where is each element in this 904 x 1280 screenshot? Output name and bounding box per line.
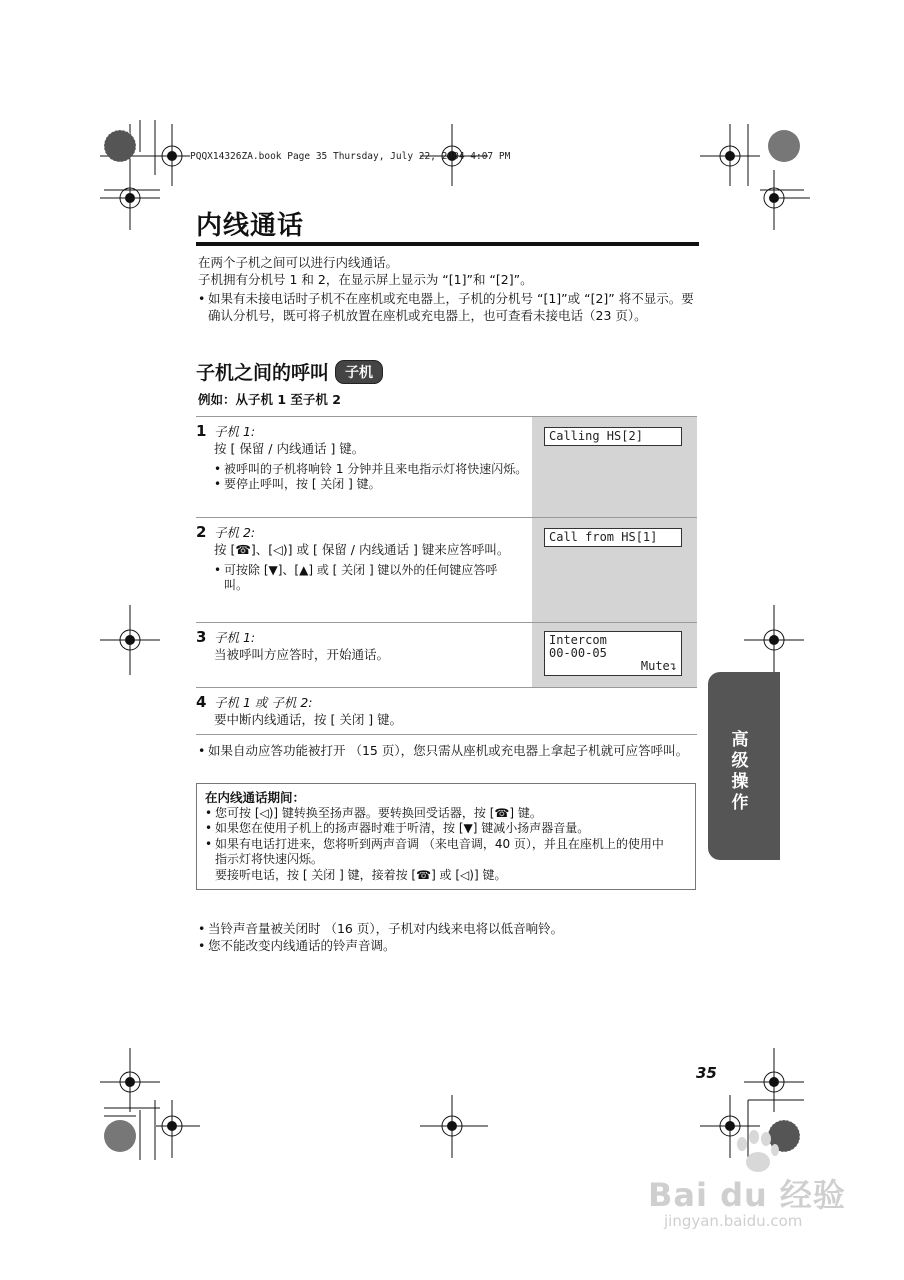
step-3-display-panel bbox=[532, 623, 697, 687]
page-number: 35 bbox=[696, 1064, 717, 1082]
step-2-subnotes bbox=[196, 563, 514, 593]
lcd-line-3: Mute↴ bbox=[640, 659, 677, 673]
during-box-item-1: • 您可按 [◁)] 键转换至扬声器。要转换回受话器，按 [☎] 键。 bbox=[205, 806, 687, 822]
step-1-number: 1 bbox=[196, 422, 207, 440]
footer-note-2: • 您不能改变内线通话的铃声音调。 bbox=[198, 937, 698, 954]
auto-answer-note bbox=[198, 742, 693, 759]
step-1-subnotes bbox=[196, 462, 532, 492]
side-tab-advanced bbox=[708, 672, 780, 860]
step-2-display-panel bbox=[532, 518, 697, 622]
step-2 bbox=[196, 517, 697, 622]
auto-answer-text: • 如果自动应答功能被打开 （15 页），您只需从座机或充电器上拿起子机就可应答呼叫。 bbox=[198, 742, 693, 759]
step-1-display-panel bbox=[532, 417, 697, 517]
step-3-instruction: 当被呼叫方应答时，开始通话。 bbox=[214, 647, 390, 662]
side-tab-label: 高级操作 bbox=[731, 730, 749, 813]
intro-line-1: 在两个子机之间可以进行内线通话。 bbox=[198, 255, 399, 270]
during-box-extra: 要接听电话，按 [ 关闭 ] 键，接着按 [☎] 或 [◁)] 键。 bbox=[215, 867, 507, 882]
step-1 bbox=[196, 416, 697, 517]
section-title bbox=[196, 358, 383, 385]
lcd-line-2: 00-00-05 bbox=[549, 646, 607, 660]
during-box-item-2: • 如果您在使用子机上的扬声器时难于听清，按 [▼] 键减小扬声器音量。 bbox=[205, 821, 687, 837]
step-3-text bbox=[196, 623, 532, 687]
step-3 bbox=[196, 622, 697, 687]
example-line: 例如：从子机 1 至子机 2 bbox=[198, 392, 341, 407]
baidu-paw-icon bbox=[732, 1130, 782, 1174]
step-4-number: 4 bbox=[196, 693, 207, 711]
section-title-text: 子机之间的呼叫 bbox=[196, 362, 330, 384]
footer-notes bbox=[198, 920, 698, 954]
steps-table bbox=[196, 416, 697, 735]
step-1-instruction: 按 [ 保留 / 内线通话 ] 键。 bbox=[214, 441, 365, 456]
footer-note-1: • 当铃声音量被关闭时 （16 页），子机对内线来电将以低音响铃。 bbox=[198, 920, 698, 937]
step-4-who: 子机 1 或 子机 2: bbox=[214, 695, 313, 710]
during-box-item-3: • 如果有电话打进来，您将听到两声音调 （来电音调，40 页），并且在座机上的使用中指示灯将快速闪烁。 bbox=[205, 837, 665, 868]
step-4-instruction: 要中断内线通话，按 [ 关闭 ] 键。 bbox=[214, 712, 403, 727]
step-3-who: 子机 1: bbox=[214, 630, 256, 645]
watermark-logo: Bai du 经验 bbox=[648, 1176, 846, 1214]
step-1-sub-2: • 要停止呼叫，按 [ 关闭 ] 键。 bbox=[214, 477, 532, 492]
step-2-who: 子机 2: bbox=[214, 525, 256, 540]
step-2-text bbox=[196, 518, 532, 622]
step-1-sub-1: • 被呼叫的子机将响铃 1 分钟并且来电指示灯将快速闪烁。 bbox=[214, 462, 532, 477]
during-box-title: 在内线通话期间： bbox=[205, 790, 306, 805]
step-4 bbox=[196, 687, 697, 735]
handset-badge: 子机 bbox=[335, 360, 383, 384]
lcd-line-1: Intercom bbox=[549, 633, 607, 647]
during-intercom-box bbox=[196, 783, 696, 890]
step-3-number: 3 bbox=[196, 628, 207, 646]
step-3-lcd bbox=[544, 631, 682, 676]
step-2-sub-1: • 可按除 [▼]、[▲] 或 [ 关闭 ] 键以外的任何键应答呼叫。 bbox=[214, 563, 514, 593]
intro-line-2: 子机拥有分机号 1 和 2，在显示屏上显示为 “[1]”和 “[2]”。 bbox=[198, 272, 533, 287]
intro-bullet-text: • 如果有未接电话时子机不在座机或充电器上，子机的分机号 “[1]”或 “[2]” 将不显示。要确认分机号，既可将子机放置在座机或充电器上，也可查看未接电话（23 页）。 bbox=[198, 290, 698, 324]
step-1-text bbox=[196, 417, 532, 517]
step-2-number: 2 bbox=[196, 523, 207, 541]
step-1-lcd: Calling HS[2] bbox=[544, 427, 682, 446]
title-rule bbox=[196, 242, 699, 246]
file-header-line: PQQX14326ZA.book Page 35 Thursday, July 22, 2004 4:07 PM bbox=[190, 151, 511, 162]
intro-bullet bbox=[198, 290, 698, 324]
page-title: 内线通话 bbox=[196, 211, 305, 241]
step-1-who: 子机 1: bbox=[214, 424, 256, 439]
step-2-lcd: Call from HS[1] bbox=[544, 528, 682, 547]
step-2-instruction: 按 [☎]、[◁)] 或 [ 保留 / 内线通话 ] 键来应答呼叫。 bbox=[214, 542, 510, 557]
watermark-url: jingyan.baidu.com bbox=[664, 1212, 803, 1230]
